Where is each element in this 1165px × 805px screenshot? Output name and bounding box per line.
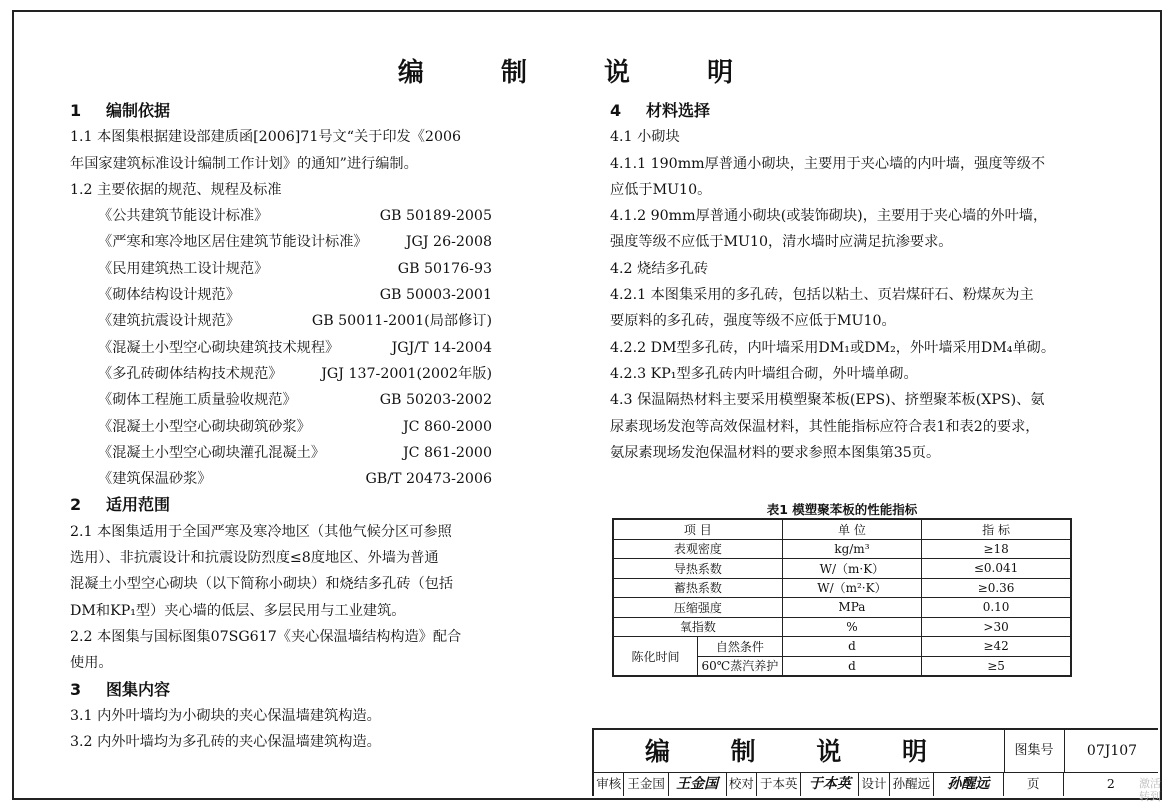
para-4-1-1a: 4.1.1 190mm厚普通小砌块，主要用于夹心墙的内叶墙，强度等级不	[610, 155, 1046, 172]
table-1	[612, 518, 1072, 677]
para-4-1: 4.1 小砌块	[610, 129, 680, 146]
header-item: 项 目	[613, 519, 782, 539]
title-block-title: 编 制 说 明	[594, 730, 1005, 772]
title-block-top	[592, 728, 1158, 772]
standard-row: 《混凝土小型空心砌块灌孔混凝土》 JC 861-2000	[98, 444, 492, 461]
atlas-number: 07J107	[1086, 743, 1138, 759]
standard-row: 《公共建筑节能设计标准》 GB 50189-2005	[98, 208, 492, 225]
para-4-2: 4.2 烧结多孔砖	[610, 260, 709, 277]
para-3-2: 3.2 内外叶墙均为多孔砖的夹心保温墙建筑构造。	[70, 734, 381, 751]
para-2-1d: DM和KP₁型）夹心墙的低层、多层民用与工业建筑。	[70, 602, 406, 619]
title-block-signatures	[592, 772, 1158, 796]
para-4-1-1b: 应低于MU10。	[610, 181, 712, 198]
section-4-heading: 4 材料选择	[610, 101, 711, 120]
page-label: 页	[1004, 773, 1064, 796]
page-number: 2	[1106, 776, 1115, 791]
page-title: 编 制 说 明	[397, 58, 768, 88]
title-block	[592, 728, 1158, 796]
reviewer-name: 王金国	[624, 773, 668, 796]
reviewer-signature: 王金国	[669, 773, 727, 796]
right-column	[610, 98, 1085, 466]
para-4-3a: 4.3 保温隔热材料主要采用模塑聚苯板(EPS)、挤塑聚苯板(XPS)、氨	[610, 392, 1045, 409]
standard-row: 《砌体结构设计规范》 GB 50003-2001	[98, 287, 492, 304]
para-4-3c: 氨尿素现场发泡保温材料的要求参照本图集第35页。	[610, 444, 941, 461]
header-unit: 单 位	[782, 519, 921, 539]
design-label: 设计	[859, 773, 889, 796]
standards-list	[70, 203, 492, 492]
para-2-2b: 使用。	[70, 655, 113, 672]
check-label: 校对	[727, 773, 757, 796]
standard-row: 《砌体工程施工质量验收规范》 GB 50203-2002	[98, 392, 492, 409]
para-2-1a: 2.1 本图集适用于全国严寒及寒冷地区（其他气候分区可参照	[70, 523, 452, 540]
para-1-1a: 1.1 本图集根据建设部建质函[2006]71号文“关于印发《2006	[70, 129, 462, 146]
para-4-3b: 尿素现场发泡等高效保温材料，其性能指标应符合表1和表2的要求，	[610, 418, 1040, 435]
left-column	[70, 98, 492, 755]
table-row: 导热系数 W/（m·K） ≤0.041	[613, 559, 1071, 579]
activation-watermark: 激活 转到	[1139, 777, 1161, 803]
para-3-1: 3.1 内外叶墙均为小砌块的夹心保温墙建筑构造。	[70, 707, 381, 724]
review-label: 审核	[594, 773, 624, 796]
standard-row: 《混凝土小型空心砌块砌筑砂浆》 JC 860-2000	[98, 418, 492, 435]
header-value: 指 标	[922, 519, 1071, 539]
para-2-1b: 选用）、非抗震设计和抗震设防烈度≤8度地区、外墙为普通	[70, 550, 439, 567]
standard-row: 《建筑保温砂浆》 GB/T 20473-2006	[98, 471, 492, 488]
atlas-label: 图集号	[1004, 730, 1065, 772]
designer-signature: 孙醒远	[934, 773, 1004, 796]
table-row: 氧指数 % >30	[613, 617, 1071, 637]
para-2-1c: 混凝土小型空心砌块（以下简称小砌块）和烧结多孔砖（包括	[70, 576, 454, 593]
table-row: 表观密度 kg/m³ ≥18	[613, 539, 1071, 559]
para-4-1-2b: 强度等级不应低于MU10，清水墙时应满足抗渗要求。	[610, 234, 953, 251]
para-2-2a: 2.2 本图集与国标图集07SG617《夹心保温墙结构构造》配合	[70, 628, 462, 645]
table-1-caption: 表1 模塑聚苯板的性能指标	[766, 502, 918, 517]
standard-row: 《混凝土小型空心砌块建筑技术规程》 JGJ/T 14-2004	[98, 339, 492, 356]
table-row: 压缩强度 MPa 0.10	[613, 598, 1071, 618]
table-row: 蓄热系数 W/（m²·K） ≥0.36	[613, 578, 1071, 598]
para-4-2-2: 4.2.2 DM型多孔砖，内叶墙采用DM₁或DM₂，外叶墙采用DM₄单砌。	[610, 339, 1056, 356]
aging-label: 陈化时间	[613, 637, 698, 677]
para-4-1-2a: 4.1.2 90mm厚普通小砌块(或装饰砌块)，主要用于夹心墙的外叶墙，	[610, 208, 1048, 225]
section-1-heading: 1 编制依据	[70, 101, 171, 120]
para-1-1b: 年国家建筑标准设计编制工作计划》的通知”进行编制。	[70, 155, 418, 172]
para-4-2-1b: 要原料的多孔砖，强度等级不应低于MU10。	[610, 313, 896, 330]
para-4-2-1a: 4.2.1 本图集采用的多孔砖，包括以粘土、页岩煤矸石、粉煤灰为主	[610, 287, 1034, 304]
standard-row: 《严寒和寒冷地区居住建筑节能设计标准》 JGJ 26-2008	[98, 234, 492, 251]
checker-name: 于本英	[757, 773, 801, 796]
standard-row: 《多孔砖砌体结构技术规范》 JGJ 137-2001(2002年版)	[98, 365, 492, 382]
section-3-heading: 3 图集内容	[70, 679, 171, 699]
table-row: 60℃蒸汽养护 d ≥5	[613, 656, 1071, 676]
table-header-row	[613, 519, 1071, 539]
standard-row: 《建筑抗震设计规范》 GB 50011-2001(局部修订)	[98, 313, 492, 330]
para-4-2-3: 4.2.3 KP₁型多孔砖内叶墙组合砌，外叶墙单砌。	[610, 365, 918, 382]
designer-name: 孙醒远	[890, 773, 934, 796]
standard-row: 《民用建筑热工设计规范》 GB 50176-93	[98, 260, 492, 277]
checker-signature: 于本英	[801, 773, 859, 796]
table-row: 陈化时间 自然条件 d ≥42	[613, 637, 1071, 657]
para-1-2: 1.2 主要依据的规范、规程及标准	[70, 181, 282, 198]
section-2-heading: 2 适用范围	[70, 495, 171, 515]
